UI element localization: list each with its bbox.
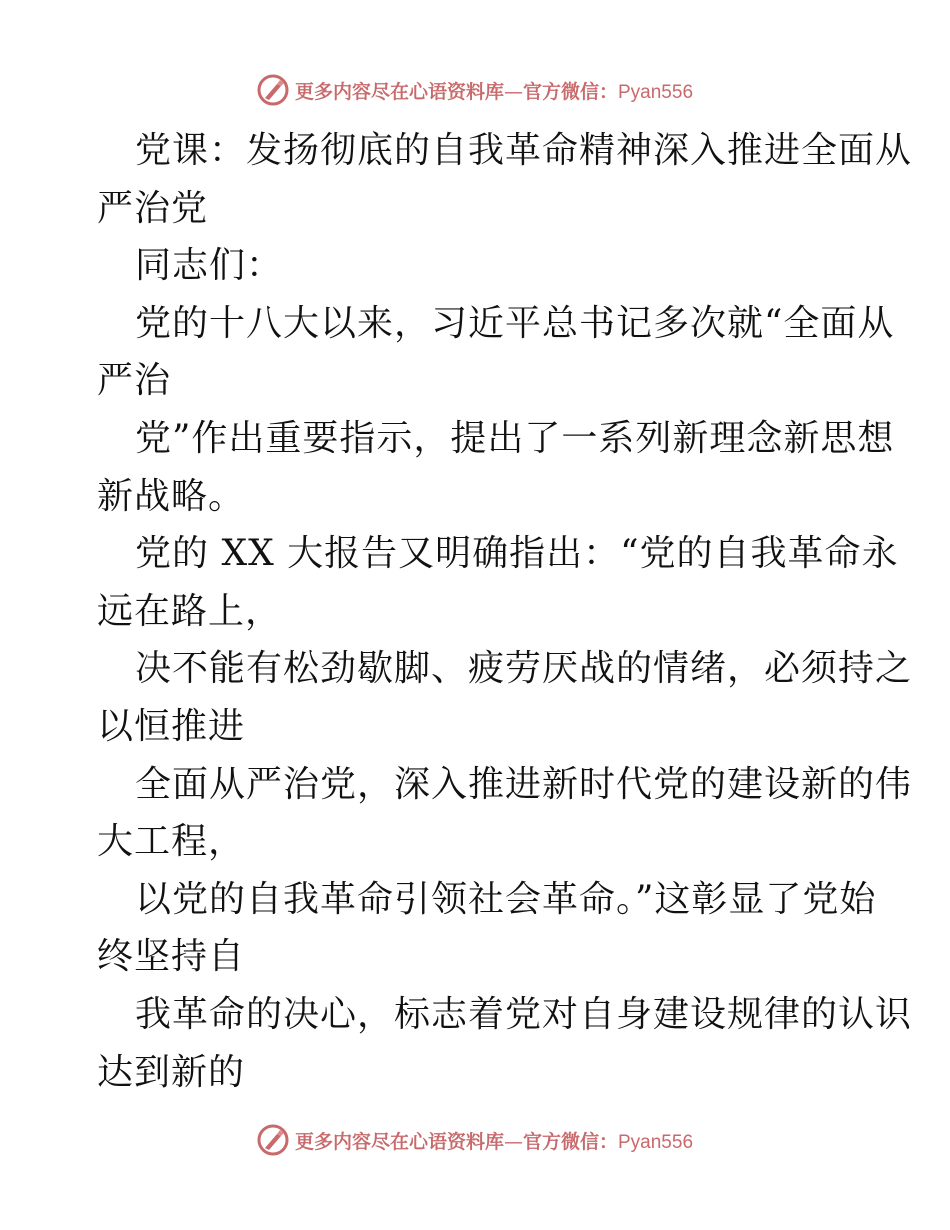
text-line: 全面从严治党，深入推进新时代党的建设新的伟 (135, 763, 913, 805)
watermark-text (295, 77, 693, 104)
watermark-text (295, 1127, 693, 1154)
text-line: 严治党 (97, 187, 209, 229)
pen-logo-icon (257, 1124, 289, 1156)
text-line: 大工程， (97, 821, 246, 863)
text-line: 以恒推进 (97, 705, 246, 747)
watermark-dash: — (503, 80, 523, 103)
watermark-wechat-label: 官方微信： (522, 1130, 618, 1153)
document-body (97, 122, 913, 1101)
watermark-wechat-label: 官方微信： (522, 80, 618, 103)
watermark-main: 更多内容尽在心语资料库 (294, 80, 504, 103)
text-line: 决不能有松劲歇脚、疲劳厌战的情绪，必须持之 (135, 648, 913, 690)
text-line: 党”作出重要指示，提出了一系列新理念新思想 (135, 417, 895, 459)
watermark-wechat-id: Pyan556 (618, 1131, 694, 1153)
header-watermark (0, 70, 950, 110)
text-line: 远在路上， (97, 590, 283, 632)
text-line: 我革命的决心，标志着党对自身建设规律的认识 (135, 993, 913, 1035)
footer-watermark (0, 1120, 950, 1160)
text-line: 达到新的 (97, 1051, 246, 1093)
text-line: 终坚持自 (97, 936, 246, 978)
text-line: 党课：发扬彻底的自我革命精神深入推进全面从 (135, 130, 913, 171)
text-line: 新战略。 (97, 475, 246, 517)
watermark-main: 更多内容尽在心语资料库 (294, 1130, 504, 1153)
text-line: 党的十八大以来，习近平总书记多次就“全面从 (135, 302, 895, 344)
watermark-dash: — (503, 1130, 523, 1153)
text-line: 同志们： (135, 245, 284, 287)
watermark-wechat-id: Pyan556 (618, 81, 694, 103)
text-line: 党的 XX 大报告又明确指出：“党的自我革命永 (135, 533, 899, 575)
pen-logo-icon (257, 74, 289, 106)
text-line: 以党的自我革命引领社会革命。”这彰显了党始 (135, 878, 877, 920)
text-line: 严治 (97, 360, 172, 402)
